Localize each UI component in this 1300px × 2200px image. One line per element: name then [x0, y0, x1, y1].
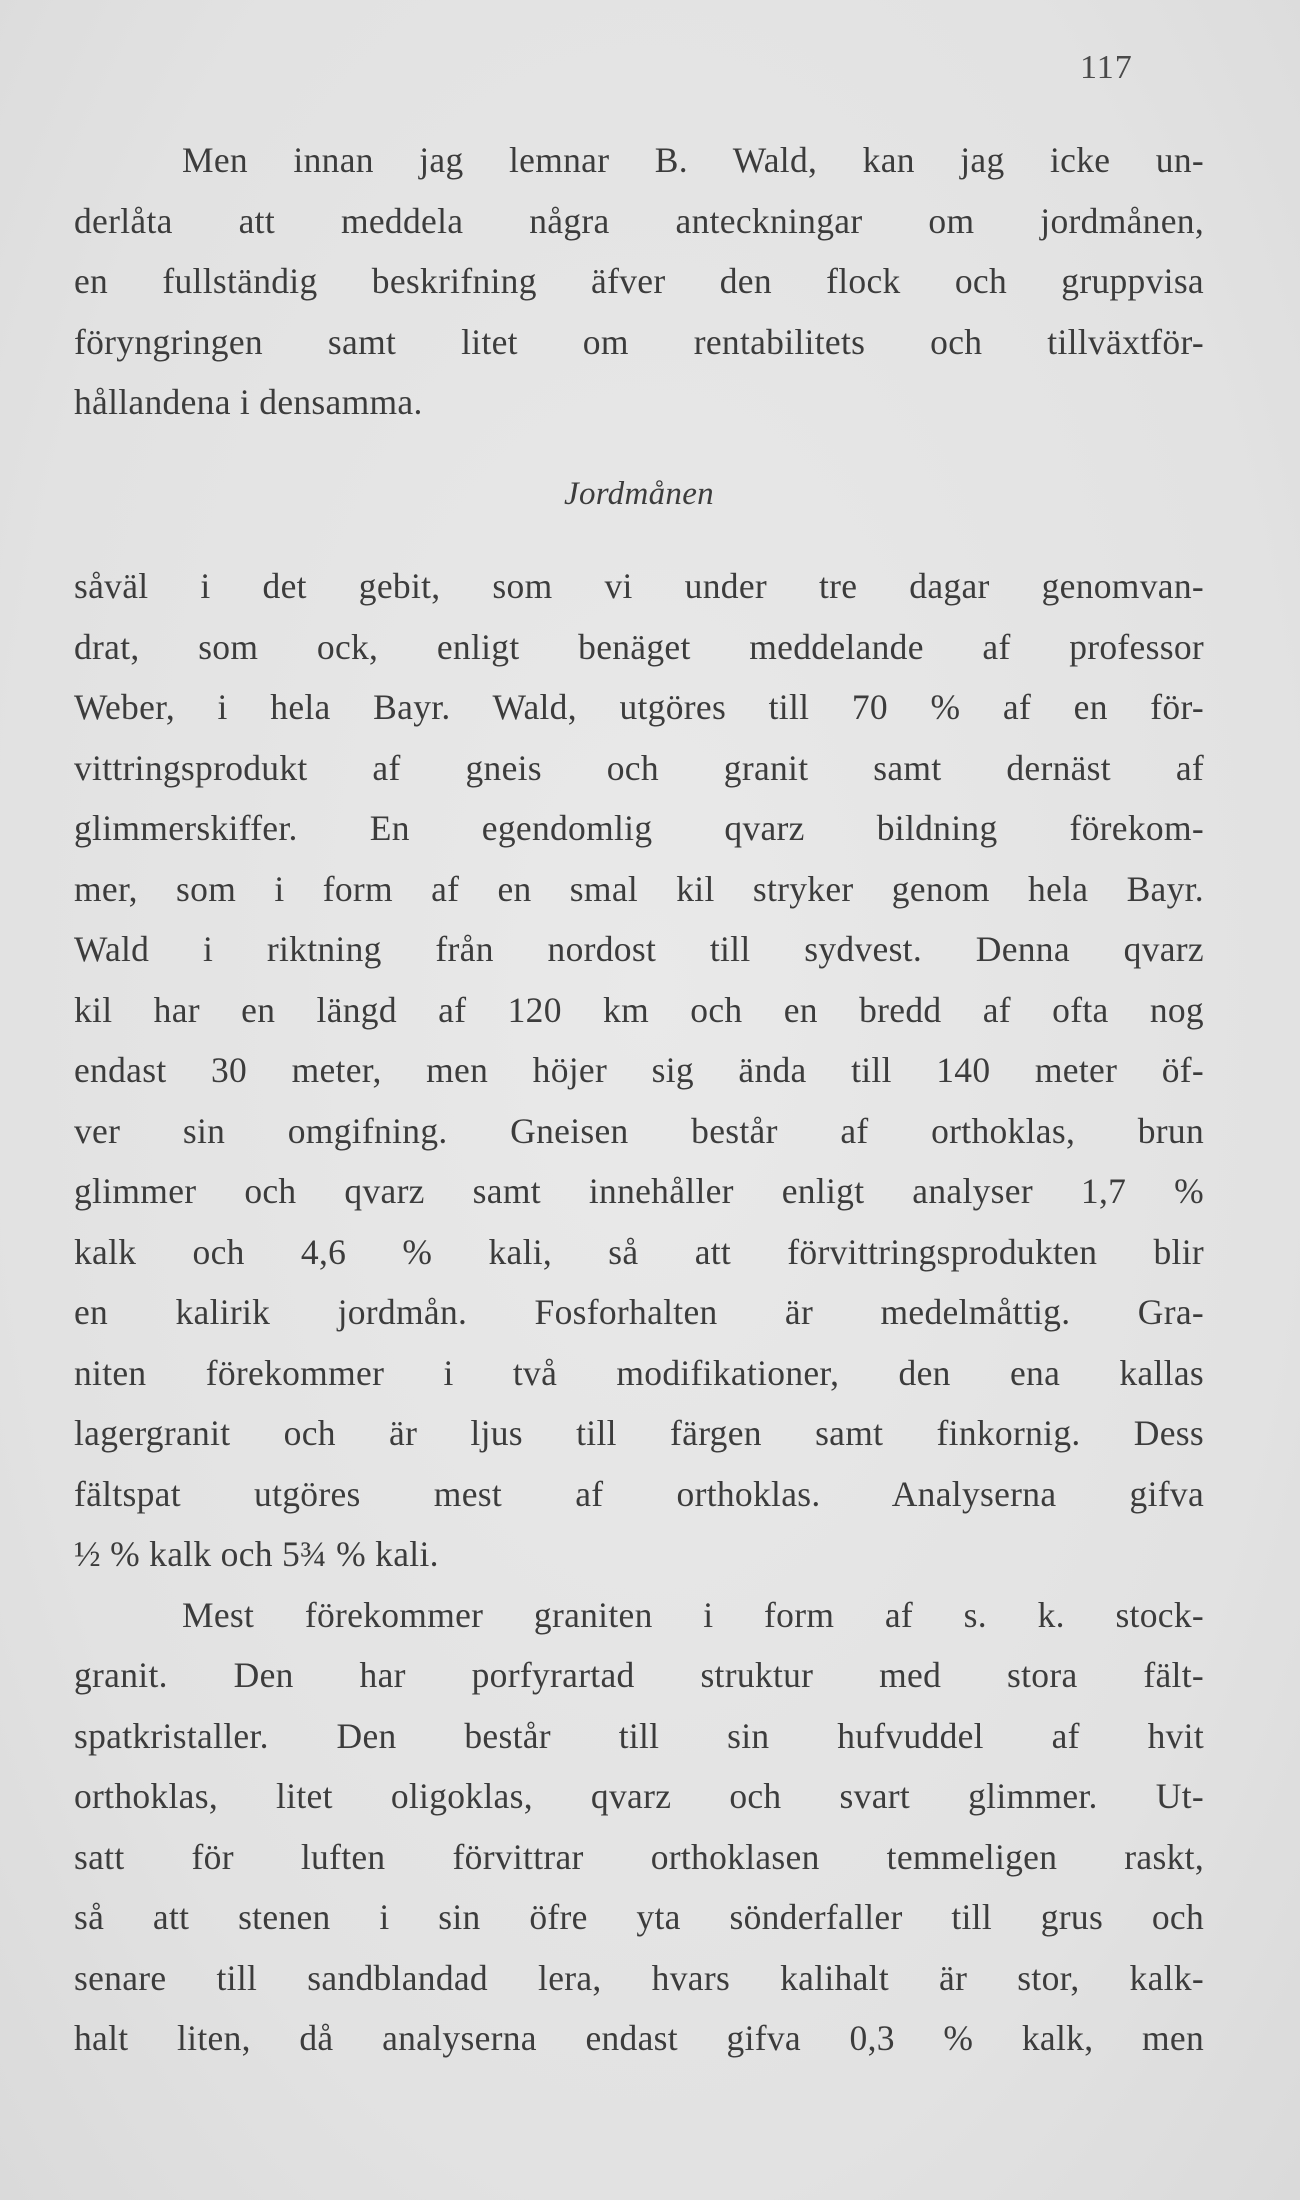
text-line: föryngringen samt litet om rentabilitets och tillväxtför- [74, 321, 1204, 362]
paragraph-3 [74, 1585, 1204, 2069]
section-heading: Jordmånen [564, 475, 714, 512]
text-line: lagergranit och är ljus till färgen samt finkornig. Dess [74, 1413, 1204, 1453]
text-line: vittringsprodukt af gneis och granit samt dernäst af [74, 747, 1204, 788]
text-line: kil har en längd af 120 km och en bredd af ofta nog [74, 989, 1204, 1030]
text-line: ½ % kalk och 5¾ % kali. [74, 1534, 439, 1574]
text-line: fältspat utgöres mest af orthoklas. Analyserna gifva [74, 1473, 1204, 1514]
text-line: såväl i det gebit, som vi under tre dagar genomvan- [74, 566, 1204, 606]
text-line: hållandena i densamma. [74, 382, 423, 422]
page-number: 117 [1080, 49, 1133, 86]
text-line: endast 30 meter, men höjer sig ända till 140 meter öf- [74, 1050, 1204, 1090]
text-body [74, 130, 1204, 2069]
paragraph-1 [74, 130, 1204, 433]
text-line: kalk och 4,6 % kali, så att förvittringsprodukten blir [74, 1231, 1204, 1272]
text-line: Weber, i hela Bayr. Wald, utgöres till 70 % af en för- [74, 687, 1204, 727]
text-line: ver sin omgifning. Gneisen består af orthoklas, brun [74, 1110, 1204, 1151]
text-line: drat, som ock, enligt benäget meddelande af professor [74, 626, 1204, 667]
text-line: Men innan jag lemnar B. Wald, kan jag icke un- [182, 140, 1204, 180]
text-line: spatkristaller. Den består till sin hufvuddel af hvit [74, 1715, 1204, 1756]
text-line: niten förekommer i två modifikationer, den ena kallas [74, 1352, 1204, 1393]
text-line: glimmerskiffer. En egendomlig qvarz bildning förekom- [74, 808, 1204, 848]
text-line: Wald i riktning från nordost till sydvest. Denna qvarz [74, 929, 1204, 969]
paragraph-2 [74, 556, 1204, 1585]
text-line: en kalirik jordmån. Fosforhalten är medelmåttig. Gra- [74, 1292, 1204, 1332]
text-line: satt för luften förvittrar orthoklasen temmeligen raskt, [74, 1836, 1204, 1877]
text-line: senare till sandblandad lera, hvars kalihalt är stor, kalk- [74, 1957, 1204, 1998]
text-line: en fullständig beskrifning äfver den flock och gruppvisa [74, 261, 1204, 301]
text-line: mer, som i form af en smal kil stryker genom hela Bayr. [74, 868, 1204, 909]
text-line: så att stenen i sin öfre yta sönderfaller till grus och [74, 1897, 1204, 1937]
text-line: derlåta att meddela några anteckningar om jordmånen, [74, 200, 1204, 241]
text-line: granit. Den har porfyrartad struktur med stora fält- [74, 1655, 1204, 1695]
text-line: halt liten, då analyserna endast gifva 0,3 % kalk, men [74, 2018, 1204, 2058]
text-line: glimmer och qvarz samt innehåller enligt analyser 1,7 % [74, 1171, 1204, 1211]
text-line: Mest förekommer graniten i form af s. k. stock- [182, 1594, 1204, 1635]
text-line: orthoklas, litet oligoklas, qvarz och svart glimmer. Ut- [74, 1776, 1204, 1816]
